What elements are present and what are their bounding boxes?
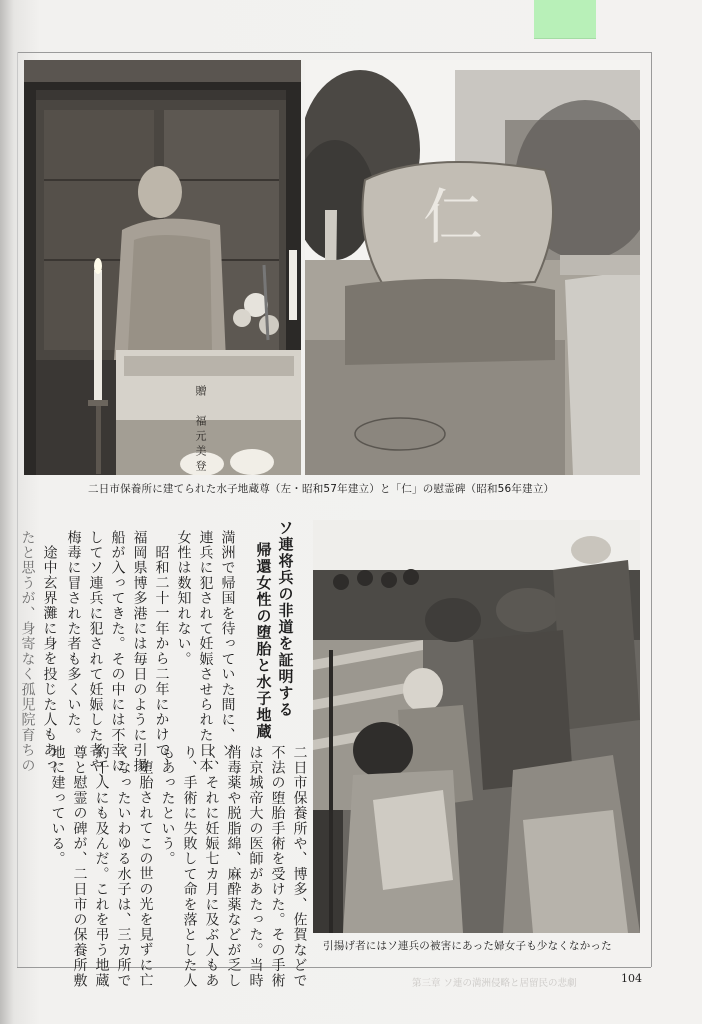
article-heading-line2: 帰還女性の堕胎と水子地蔵: [254, 542, 273, 740]
memorial-stone-character: 仁: [423, 183, 483, 253]
body-column: 消毒薬や脱脂綿、麻酔薬などが乏し: [225, 745, 242, 989]
body-column: 堕胎されてこの世の光を見ずに亡: [137, 760, 154, 988]
body-column: 満洲で帰国を待っていた間に、ソ: [219, 530, 236, 758]
body-column: もあったという。: [159, 745, 176, 867]
sticky-note-tab: [534, 0, 596, 39]
body-column: 女性は数知れない。: [175, 530, 192, 667]
frame-line: [17, 52, 651, 53]
body-column: 二日市保養所や、博多、佐賀などで: [291, 745, 308, 989]
body-column: 約千人にも及んだ。これを弔う地蔵: [93, 745, 110, 989]
body-column: 船が入ってきた。その中には不幸に: [109, 530, 126, 774]
body-column: は京城帝大の医師があたった。当時: [247, 745, 264, 989]
altar-inscription: 贈 福元美登: [194, 385, 207, 475]
body-column: 途中玄界灘に身を投じた人もあっ: [41, 545, 58, 773]
bottom-photo-caption: 引揚げ者にはソ連兵の被害にあった婦女子も少なくなかった: [323, 940, 612, 952]
body-column: く、それに妊娠七カ月に及ぶ人もあ: [203, 745, 220, 989]
bleed-through-footer: 第三章 ソ連の満洲侵略と居留民の悲劇: [412, 978, 577, 989]
repatriates-photo: [313, 520, 640, 933]
frame-line: [17, 52, 18, 967]
body-column: くなったいわゆる水子は、三カ所で: [115, 745, 132, 989]
article-heading-line1: ソ連将兵の非道を証明する: [276, 520, 295, 718]
body-column: 尊と慰霊の碑が、二日市の保養所敷: [71, 745, 88, 989]
memorial-stone-photo: [305, 60, 640, 475]
body-column: 地に建っている。: [49, 745, 66, 867]
body-column: 連兵に犯されて妊娠させられた日本: [197, 530, 214, 774]
frame-line: [651, 52, 652, 967]
top-photo-caption: 二日市保養所に建てられた水子地蔵尊（左・昭和57年建立）と「仁」の慰霊碑（昭和56年建立）: [88, 483, 555, 495]
page-number: 104: [621, 972, 642, 985]
body-column: り、手術に失敗して命を落とした人: [181, 745, 198, 989]
body-column: してソ連兵に犯されて妊娠した者や、: [87, 530, 104, 789]
body-column-edge-fragment: たと思うが、身寄なく孤児院育ちの: [19, 530, 36, 774]
body-column: 梅毒に冒された者も多くいた。: [65, 530, 82, 743]
body-column: 福岡県博多港には毎日のように引揚: [131, 530, 148, 774]
frame-line: [17, 967, 651, 968]
body-column: 昭和二十一年から二年にかけて、: [153, 545, 170, 773]
jizo-statue-photo: [24, 60, 301, 475]
body-column: 不法の堕胎手術を受けた。その手術: [269, 745, 286, 989]
